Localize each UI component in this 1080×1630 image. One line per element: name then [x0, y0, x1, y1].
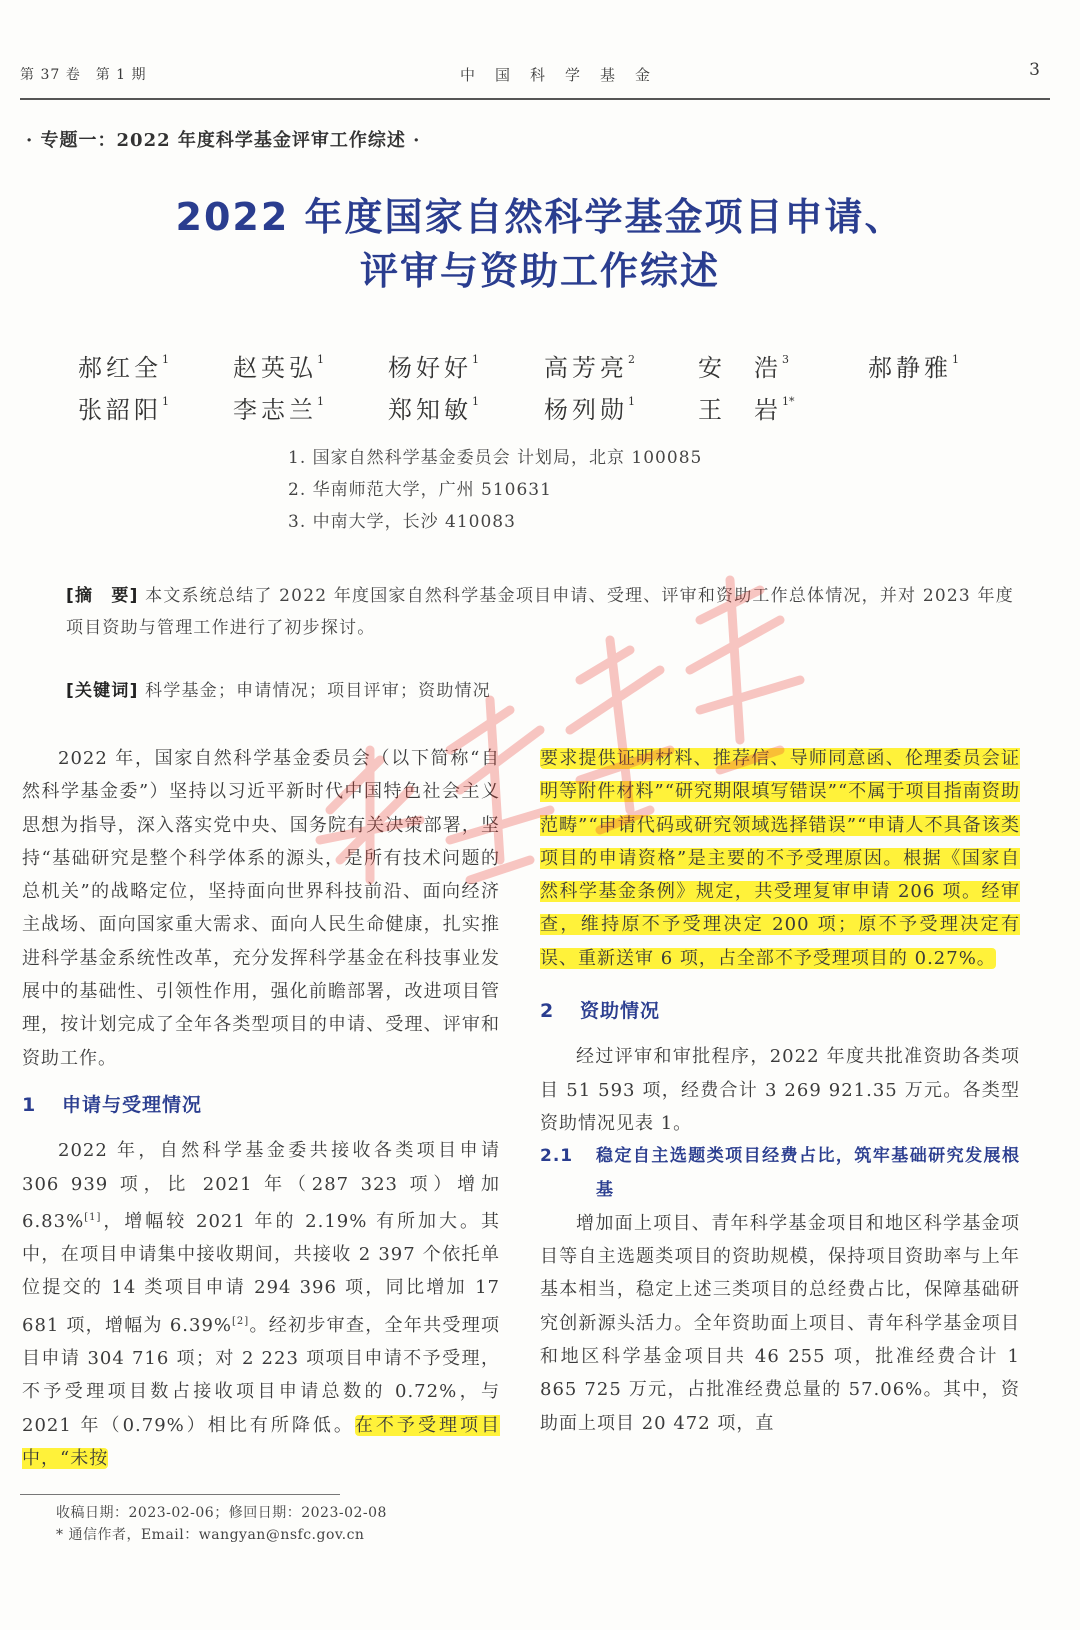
author: 李志兰$^1$ [233, 395, 324, 424]
journal-volume-issue: 第 37 卷 第 1 期 [20, 67, 147, 83]
footnotes [56, 1502, 387, 1546]
affiliations [288, 442, 702, 538]
journal-name: 中国科学基金 [460, 66, 671, 84]
corresponding-author: * 通信作者，Email：wangyan@nsfc.gov.cn [56, 1527, 365, 1543]
author: 王 岩$^{1*}$ [698, 395, 795, 424]
funding-paragraph: 经过评审和审批程序，2022 年度共批准资助各类项目 51 593 项，经费合计 3 269 921.35 万元。各类型资助情况见表 1。 [540, 1046, 1020, 1134]
section-title: 资助情况 [580, 1000, 661, 1023]
author: 杨列勋$^1$ [544, 395, 635, 424]
subsection-heading-2-1 [540, 1140, 1020, 1207]
affiliation: 2. 华南师范大学，广州 510631 [288, 480, 552, 500]
topic-line: · 专题一：2022 年度科学基金评审工作综述 · [26, 130, 421, 151]
intro-paragraph: 2022 年，国家自然科学基金委员会（以下简称“自然科学基金委”）坚持以习近平新时代中国特色社会主义思想为指导，深入落实党中央、国务院有关决策部署，坚持“基础研究是整个科学体系的源头，是所有技术问题的总机关”的战略定位，坚持面向世界科技前沿、面向经济主战场、面向国家重大需求、面向人民生命健康，扎实推进科学基金系统性改革，充分发挥科学基金在科技事业发展中的基础性、引领性作用，强化前瞻部署，改进项目管理，按计划完成了全年各类型项目的申请、受理、评审和资助工作。 [22, 748, 500, 1069]
title-line-1: 2022 年度国家自然科学基金项目申请、 [175, 195, 905, 239]
author: 赵英弘$^1$ [233, 353, 324, 382]
page-number: 3 [1029, 60, 1040, 80]
author: 郑知敏$^1$ [388, 395, 479, 424]
author: 高芳亮$^2$ [544, 353, 635, 382]
footnote-divider [20, 1494, 340, 1495]
section-number: 2 [540, 1000, 555, 1023]
title-line-2: 评审与资助工作综述 [359, 249, 720, 293]
subsection-paragraph: 增加面上项目、青年科学基金项目和地区科学基金项目等自主选题类项目的资助规模，保持项目资助率与上年基本相当，稳定上述三类项目的总经费占比，保障基础研究创新源头活力。全年资助面上项目、青年科学基金项目和地区科学基金项目共 46 255 项，批准经费合计 1 865 725 万元，占批准经费总量的 57.06%。其中，资助面上项目 20 472 项，直 [540, 1212, 1020, 1434]
citation: [2] [232, 1315, 250, 1327]
left-column [22, 742, 500, 1475]
author: 郝红全$^1$ [78, 353, 169, 382]
keywords-label: [关键词] [66, 681, 139, 701]
section-heading-2 [540, 995, 1020, 1028]
abstract-label: [摘 要] [66, 586, 139, 606]
author: 安 浩$^3$ [698, 353, 789, 382]
article-title [0, 190, 1080, 298]
subsection-number: 2.1 [540, 1146, 574, 1167]
author: 杨好好$^1$ [388, 353, 479, 382]
received-dates: 收稿日期：2023-02-06；修回日期：2023-02-08 [56, 1505, 387, 1521]
keywords-text: 科学基金；申请情况；项目评审；资助情况 [145, 681, 491, 701]
section-heading-1 [22, 1089, 500, 1122]
section-title: 申请与受理情况 [62, 1093, 203, 1116]
subsection-title: 稳定自主选题类项目经费占比，筑牢基础研究发展根基 [596, 1146, 1020, 1200]
right-column [540, 742, 1020, 1440]
highlighted-text: 要求提供证明材料、推荐信、导师同意函、伦理委员会证明等附件材料”“研究期限填写错误”“不属于项目指南资助范畴”“申请代码或研究领域选择错误”“申请人不具备该类项目的申请资格”是主要的不予受理原因。根据《国家自然科学基金条例》规定，共受理复审申请 206 项。经审查，维持原不予受理决定 200 项；原不予受理决定有误、重新送审 6 项，占全部不予受理项目的 0.27%。 [540, 748, 1020, 969]
author: 张韶阳$^1$ [78, 395, 169, 424]
application-paragraph: 2022 年，自然科学基金委共接收各类项目申请 306 939 项，比 2021 年（287 323 项）增加 6.83%[1]，增幅较 2021 年的 2.19% 有所加大。其中，在项目申请集中接收期间，共接收 2 397 个依托单位提交的 14 类项目申请 294 396 项，同比增加 17 681 项，增幅为 6.39%[2]。经初步审查，全年共受理项目申请 304 716 项；对 2 223 项项目申请不予受理，不予受理项目数占接收项目申请总数的 0.72%，与 2021 年（0.79%）相比有所降低。在不予受理项目中，“未按 [22, 1140, 501, 1469]
highlighted-paragraph [540, 742, 1020, 975]
abstract [66, 580, 1016, 644]
keywords [66, 676, 491, 701]
highlighted-text: 在不予受理项目中，“未按 [22, 1414, 500, 1469]
affiliation: 1. 国家自然科学基金委员会 计划局，北京 100085 [288, 448, 703, 468]
running-header [20, 60, 1050, 100]
section-number: 1 [22, 1093, 37, 1116]
author: 郝静雅$^1$ [868, 353, 959, 382]
affiliation: 3. 中南大学，长沙 410083 [288, 512, 516, 532]
citation: [1] [84, 1211, 102, 1223]
abstract-text: 本文系统总结了 2022 年度国家自然科学基金项目申请、受理、评审和资助工作总体情况，并对 2023 年度项目资助与管理工作进行了初步探讨。 [66, 586, 1014, 638]
